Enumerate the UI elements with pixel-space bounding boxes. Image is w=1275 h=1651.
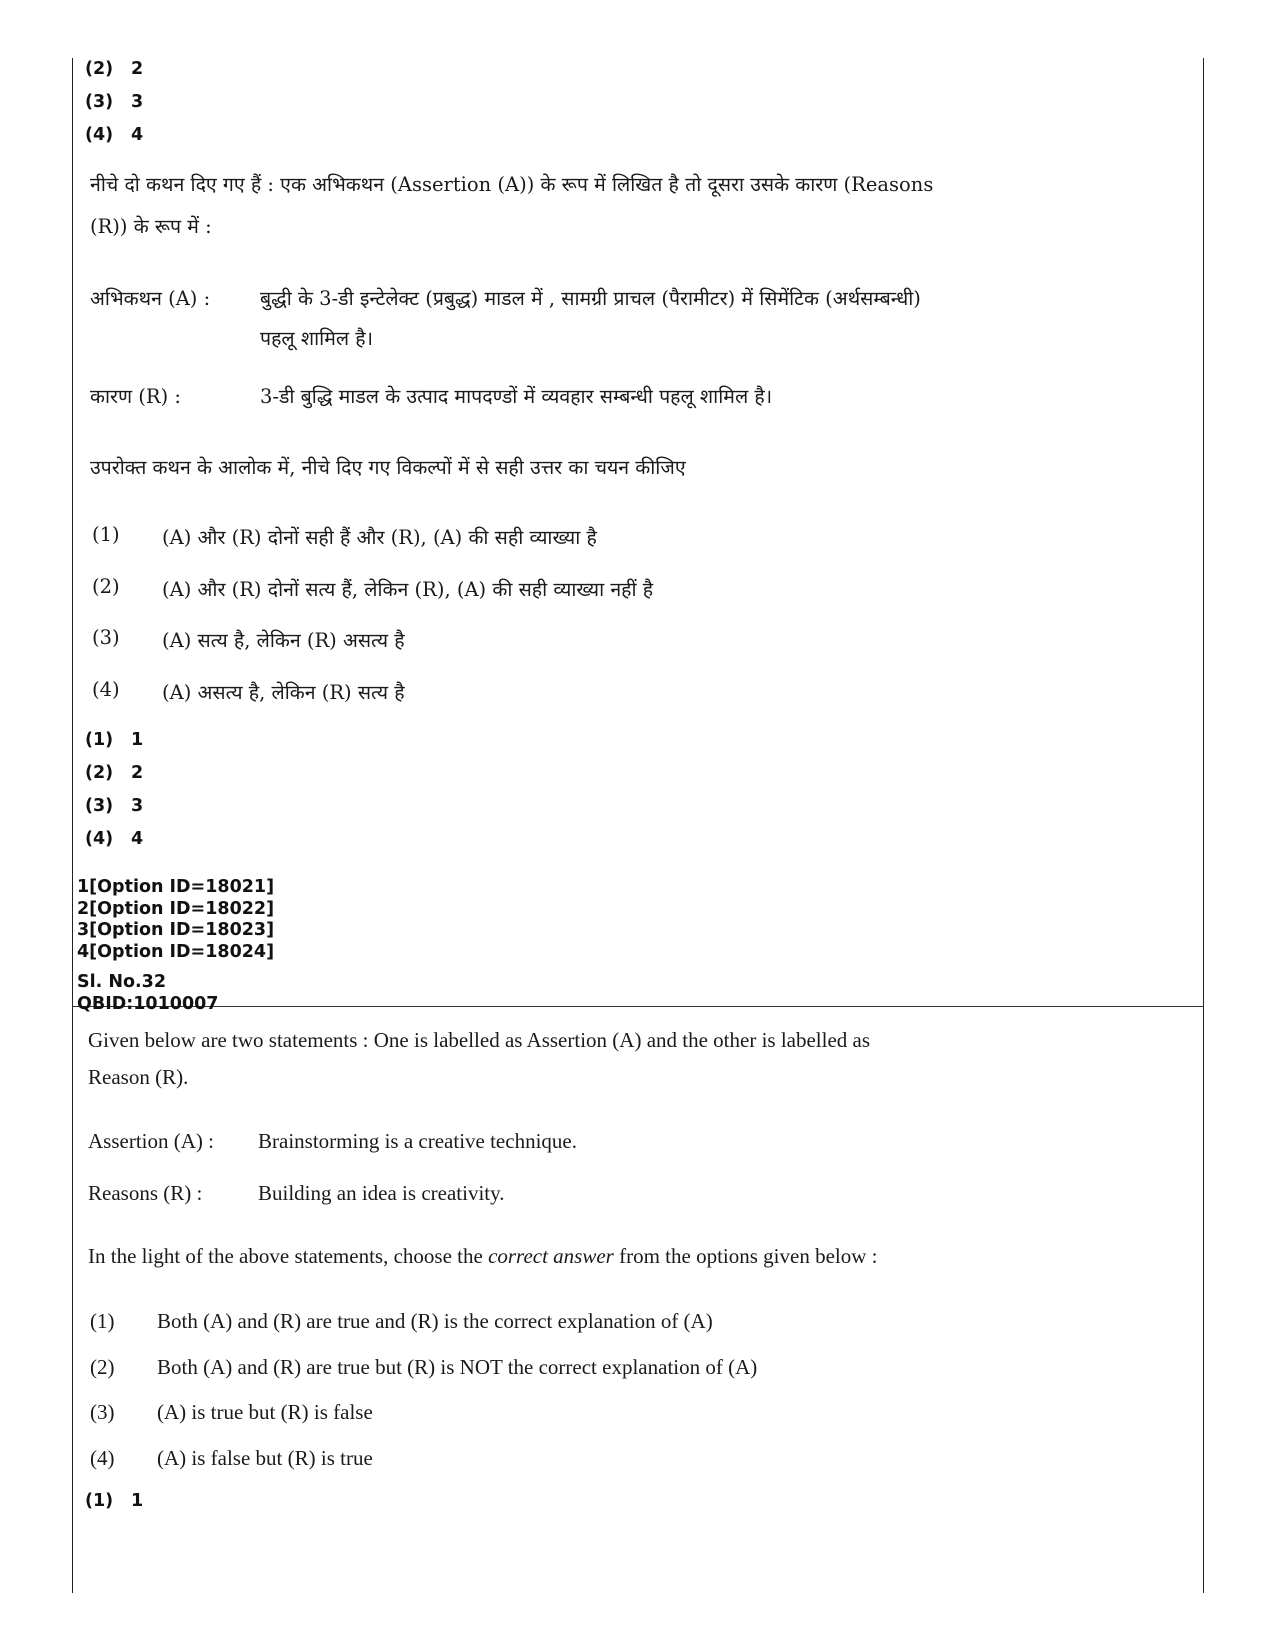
q32-assertion-label: Assertion (A) : <box>88 1129 214 1153</box>
serial-number: Sl. No.32 <box>77 972 167 992</box>
q31-intro: नीचे दो कथन दिए गए हैं : एक अभिकथन (Assertion (A)) के रूप में लिखित है तो दूसरा उसके कारण (Reasons <box>90 173 934 196</box>
q31-assertion-label: अभिकथन (A) : <box>90 287 211 310</box>
option-id-list <box>77 877 274 963</box>
option-id: 3[Option ID=18023] <box>77 920 275 940</box>
answer-choice: (1) 1 <box>85 730 144 750</box>
q32-assertion-text: Brainstorming is a creative technique. <box>258 1129 577 1153</box>
q32-intro: Given below are two statements : One is labelled as Assertion (A) and the other is labelled as <box>88 1028 871 1052</box>
q32-option-text: (A) is false but (R) is true <box>157 1446 373 1470</box>
q32-option-num: (1) <box>90 1309 115 1333</box>
q32-option-text: Both (A) and (R) are true but (R) is NOT the correct explanation of (A) <box>157 1355 758 1379</box>
q32-reason-label: Reasons (R) : <box>88 1181 203 1205</box>
answer-choice: (4) 4 <box>85 829 144 849</box>
q32-instruction: In the light of the above statements, choose the correct answer from the options given below : <box>88 1244 878 1268</box>
answer-choice: (3) 3 <box>85 796 144 816</box>
option-id: 4[Option ID=18024] <box>77 941 275 962</box>
q31-reason-text: 3-डी बुद्धि माडल के उत्पाद मापदण्डों में व्यवहार सम्बन्धी पहलू शामिल है। <box>260 385 773 408</box>
q31-option-text: (A) और (R) दोनों सत्य हैं, लेकिन (R), (A) की सही व्याख्या नहीं है <box>162 578 654 601</box>
answer-choice: (2) 2 <box>85 59 144 79</box>
q32-option-text: Both (A) and (R) are true and (R) is the correct explanation of (A) <box>157 1309 713 1333</box>
q31-option-num: (4) <box>92 678 120 701</box>
option-id: 2[Option ID=18022] <box>77 898 275 919</box>
qbid: QBID:1010007 <box>77 993 219 1014</box>
q32-option-num: (4) <box>90 1446 115 1470</box>
option-id: 1[Option ID=18021] <box>77 877 275 897</box>
q32-option-num: (2) <box>90 1355 115 1379</box>
q32-reason-text: Building an idea is creativity. <box>258 1181 505 1205</box>
answer-choice: (3) 3 <box>85 92 144 112</box>
question-header <box>77 972 219 1015</box>
q31-intro-cont: (R)) के रूप में : <box>90 215 212 238</box>
q31-assertion-text: बुद्धी के 3-डी इन्टेलेक्ट (प्रबुद्ध) माडल में , सामग्री प्राचल (पैरामीटर) में सिमेंटिक (अर्थसम्बन्धी) <box>260 287 921 310</box>
question-divider <box>72 1006 1204 1007</box>
answer-choice: (2) 2 <box>85 763 144 783</box>
q31-option-text: (A) और (R) दोनों सही हैं और (R), (A) की सही व्याख्या है <box>162 526 597 549</box>
q31-option-text: (A) सत्य है, लेकिन (R) असत्य है <box>162 629 405 652</box>
q31-reason-label: कारण (R) : <box>90 385 181 408</box>
q32-intro-cont: Reason (R). <box>88 1065 189 1089</box>
q31-option-num: (2) <box>92 575 120 598</box>
q32-option-text: (A) is true but (R) is false <box>157 1400 373 1424</box>
q31-option-num: (3) <box>92 626 120 649</box>
answer-choice: (1) 1 <box>85 1491 144 1511</box>
q31-assertion-text-cont: पहलू शामिल है। <box>260 327 374 350</box>
left-border <box>72 58 73 1593</box>
q32-option-num: (3) <box>90 1400 115 1424</box>
q31-instruction: उपरोक्त कथन के आलोक में, नीचे दिए गए विकल्पों में से सही उत्तर का चयन कीजिए <box>90 456 686 479</box>
answer-choice: (4) 4 <box>85 125 144 145</box>
q31-option-text: (A) असत्य है, लेकिन (R) सत्य है <box>162 681 405 704</box>
q31-option-num: (1) <box>92 523 120 546</box>
right-border <box>1203 58 1204 1593</box>
